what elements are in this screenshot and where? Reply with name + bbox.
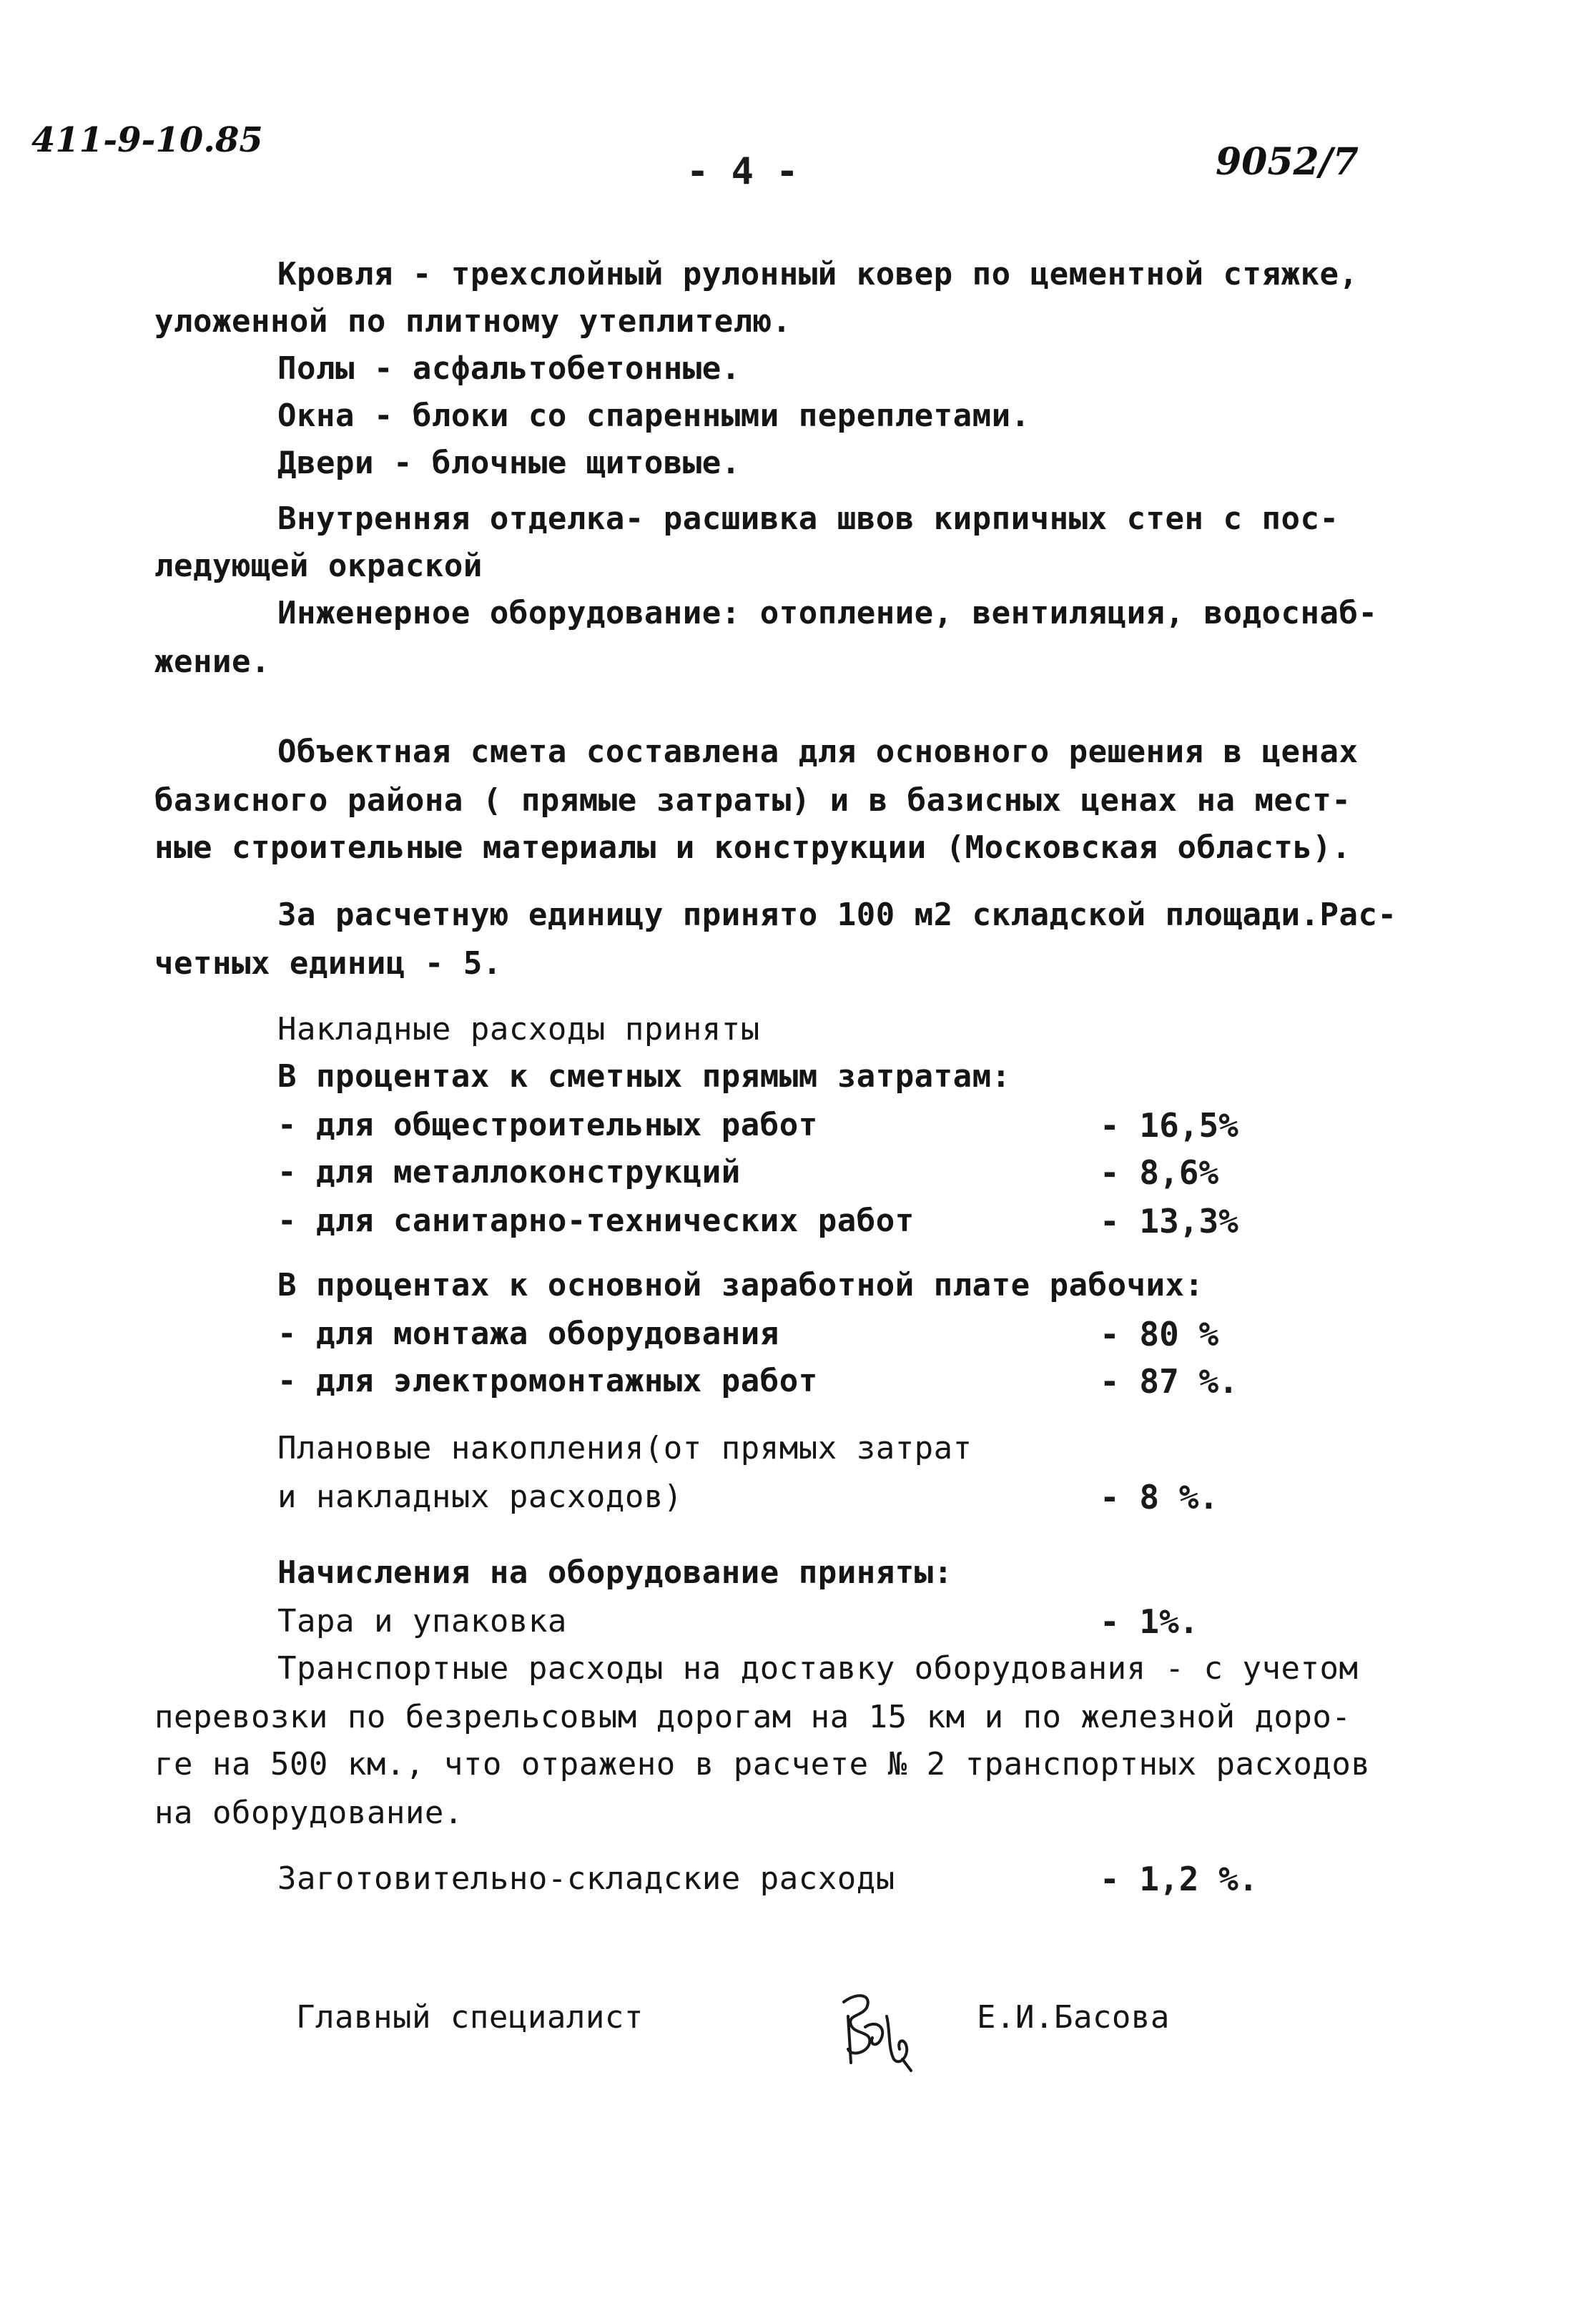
overhead-item-value: - 8,6% — [1100, 1153, 1219, 1192]
overhead-item-label: - для металлоконструкций — [277, 1154, 741, 1190]
text-line: четных единиц - 5. — [154, 945, 502, 982]
text-line: Объектная смета составлена для основного решения в ценах — [277, 734, 1359, 770]
text-line: Инженерное оборудование: отопление, вентиляция, водоснаб- — [277, 595, 1378, 631]
savings-value: - 8 %. — [1100, 1478, 1219, 1516]
text-line: Полы - асфальтобетонные. — [277, 350, 741, 387]
overhead-direct-title: В процентах к сметных прямым затратам: — [277, 1058, 1011, 1095]
text-line: перевозки по безрельсовым дорогам на 15 км и по железной доро- — [154, 1699, 1351, 1735]
packaging-label: Тара и упаковка — [277, 1603, 567, 1639]
page-number: - 4 - — [686, 150, 799, 193]
overhead-item-label: - для электромонтажных работ — [277, 1363, 818, 1399]
document-code: 411-9-10.85 — [31, 120, 263, 160]
overhead-item-value: - 80 % — [1100, 1315, 1219, 1353]
savings-line: Плановые накопления(от прямых затрат — [277, 1430, 972, 1466]
text-line: на оборудование. — [154, 1795, 463, 1831]
packaging-value: - 1%. — [1100, 1602, 1199, 1641]
text-line: За расчетную единицу принято 100 м2 складской площади.Рас- — [277, 897, 1397, 933]
handwritten-signature — [822, 1988, 930, 2073]
overhead-item-value: - 16,5% — [1100, 1106, 1238, 1145]
overhead-item-value: - 87 %. — [1100, 1362, 1238, 1401]
overhead-item-label: - для монтажа оборудования — [277, 1316, 779, 1352]
inventory-number: 9052/7 — [1216, 140, 1359, 184]
overhead-item-label: - для санитарно-технических работ — [277, 1203, 915, 1239]
signatory-role: Главный специалист — [296, 1999, 644, 2036]
overhead-item-value: - 13,3% — [1100, 1202, 1238, 1241]
text-line: ледующей окраской — [154, 548, 483, 584]
text-line: базисного района ( прямые затраты) и в базисных ценах на мест- — [154, 782, 1351, 819]
text-line: Кровля - трехслойный рулонный ковер по цементной стяжке, — [277, 256, 1359, 292]
text-line: ные строительные материалы и конструкции (Московская область). — [154, 829, 1351, 866]
text-line: Окна - блоки со спаренными переплетами. — [277, 398, 1030, 434]
text-line: Внутренняя отделка- расшивка швов кирпичных стен с пос- — [277, 500, 1339, 537]
storage-label: Заготовительно-складские расходы — [277, 1860, 895, 1897]
equipment-title: Начисления на оборудование приняты: — [277, 1554, 953, 1591]
overhead-title: Накладные расходы приняты — [277, 1011, 760, 1047]
overhead-wage-title: В процентах к основной заработной плате рабочих: — [277, 1267, 1204, 1303]
text-line: уложенной по плитному утеплителю. — [154, 303, 792, 340]
overhead-item-label: - для общестроительных работ — [277, 1107, 818, 1143]
savings-line: и накладных расходов) — [277, 1479, 683, 1515]
signatory-name: Е.И.Басова — [977, 1999, 1170, 2036]
storage-value: - 1,2 %. — [1100, 1860, 1258, 1898]
text-line: жение. — [154, 643, 270, 680]
text-line: ге на 500 км., что отражено в расчете № 2 транспортных расходов — [154, 1746, 1371, 1782]
text-line: Двери - блочные щитовые. — [277, 445, 741, 481]
text-line: Транспортные расходы на доставку оборудования - с учетом — [277, 1650, 1359, 1687]
